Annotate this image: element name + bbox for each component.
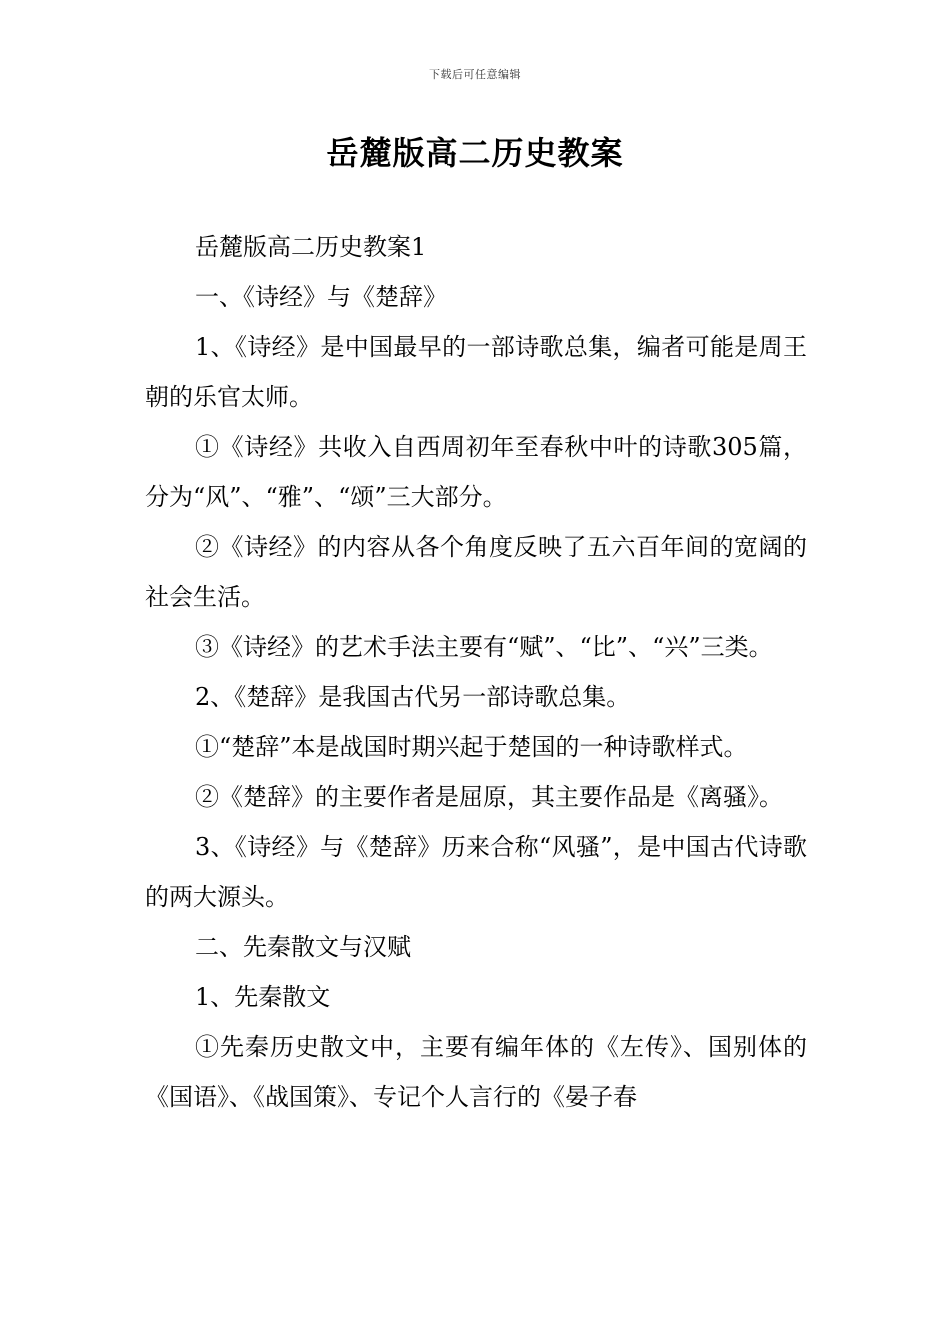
- paragraph: 2、《楚辞》是我国古代另一部诗歌总集。: [195, 683, 631, 711]
- header-note: 下载后可任意编辑: [429, 68, 521, 81]
- paragraph: ②《楚辞》的主要作者是屈原，其主要作品是《离骚》。: [195, 783, 783, 811]
- paragraph: 1、《诗经》是中国最早的一部诗歌总集，编者可能是周王朝的乐官太师。: [145, 333, 807, 411]
- document-title: 岳麓版高二历史教案: [326, 134, 624, 172]
- paragraph-subtitle: 岳麓版高二历史教案1: [195, 233, 427, 261]
- paragraph: ②《诗经》的内容从各个角度反映了五六百年间的宽阔的社会生活。: [145, 533, 807, 611]
- paragraph: ①《诗经》共收入自西周初年至春秋中叶的诗歌305篇，分为“风”、“雅”、“颂”三大部分。: [145, 433, 807, 511]
- paragraph: 3、《诗经》与《楚辞》历来合称“风骚”，是中国古代诗歌的两大源头。: [145, 833, 807, 911]
- paragraph: ①先秦历史散文中，主要有编年体的《左传》、国别体的《国语》、《战国策》、专记个人言行的《晏子春: [145, 1033, 807, 1111]
- paragraph-subheading: 1、先秦散文: [195, 983, 331, 1011]
- paragraph: ①“楚辞”本是战国时期兴起于楚国的一种诗歌样式。: [195, 733, 748, 761]
- paragraph: ③《诗经》的艺术手法主要有“赋”、“比”、“兴”三类。: [195, 633, 773, 661]
- document-body: [145, 222, 807, 1122]
- paragraph-section-heading: 一、《诗经》与《楚辞》: [195, 283, 447, 311]
- paragraph-section-heading: 二、先秦散文与汉赋: [195, 933, 411, 961]
